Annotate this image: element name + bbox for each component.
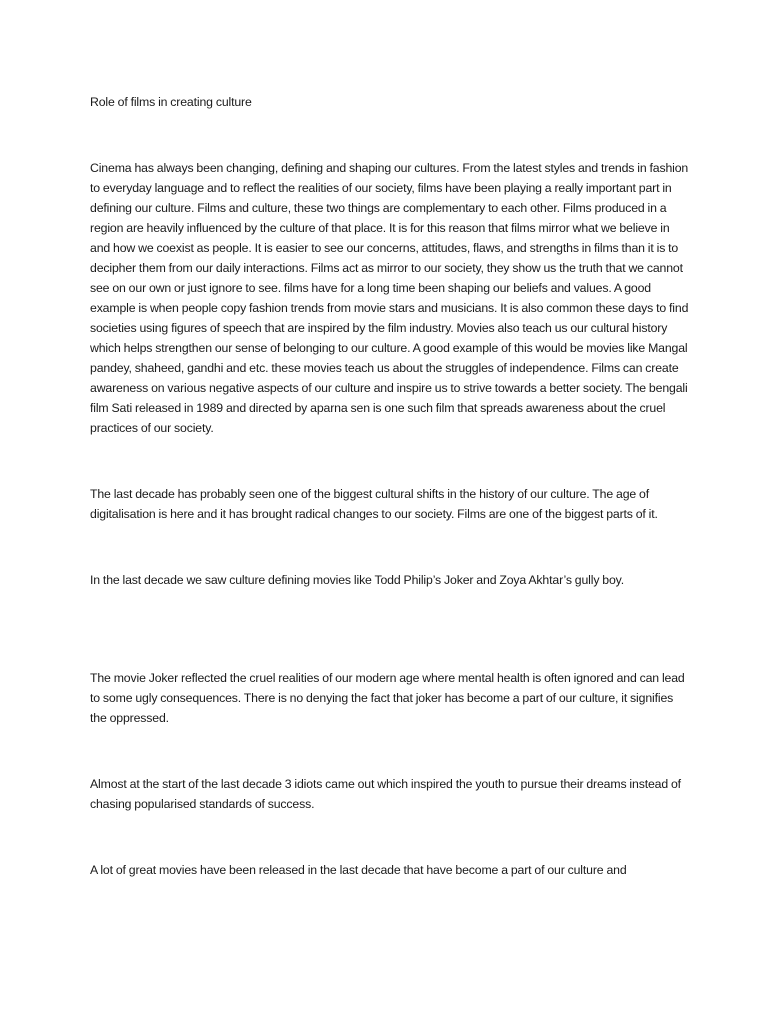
paragraph-great-movies: A lot of great movies have been released in the last decade that have become a part of our culture and [90, 863, 627, 877]
document-title: Role of films in creating culture [90, 95, 252, 109]
paragraph-cinema-culture: Cinema has always been changing, defining and shaping our cultures. From the latest styles and trends in fashion to everyday language and to reflect the realities of our society, films have been playing a really important part in defining our culture. Films and culture, these two things are complementary to each other. Films produced in a region are heavily influenced by the culture of that place. It is for this reason that films mirror what we believe in and how we coexist as people. It is easier to see our concerns, attitudes, flaws, and strengths in films than it is to decipher them from our daily interactions. Films act as mirror to our society, they show us the truth that we cannot see on our own or just ignore to see. films have for a long time been shaping our beliefs and values. A good example is when people copy fashion trends from movie stars and musicians. It is also common these days to find societies using figures of speech that are inspired by the film industry. Movies also teach us our cultural history which helps strengthen our sense of belonging to our culture. A good example of this would be movies like Mangal pandey, shaheed, gandhi and etc. these movies teach us about the struggles of independence. Films can create awareness on various negative aspects of our culture and inspire us to strive towards a better society. The bengali film Sati released in 1989 and directed by aparna sen is one such film that spreads awareness about the cruel practices of our society. [90, 161, 689, 435]
paragraph-last-decade: The last decade has probably seen one of the biggest cultural shifts in the history of our culture. The age of digitalisation is here and it has brought radical changes to our society. Films are one of the biggest parts of it. [90, 487, 658, 521]
paragraph-joker: The movie Joker reflected the cruel realities of our modern age where mental health is often ignored and can lead to some ugly consequences. There is no denying the fact that joker has become a part of our culture, it signifies the oppressed. [90, 671, 685, 725]
paragraph-3-idiots: Almost at the start of the last decade 3 idiots came out which inspired the youth to pursue their dreams instead of chasing popularised standards of success. [90, 777, 681, 811]
document-body [90, 92, 690, 880]
paragraph-culture-defining-movies: In the last decade we saw culture defining movies like Todd Philip’s Joker and Zoya Akhtar’s gully boy. [90, 573, 625, 587]
